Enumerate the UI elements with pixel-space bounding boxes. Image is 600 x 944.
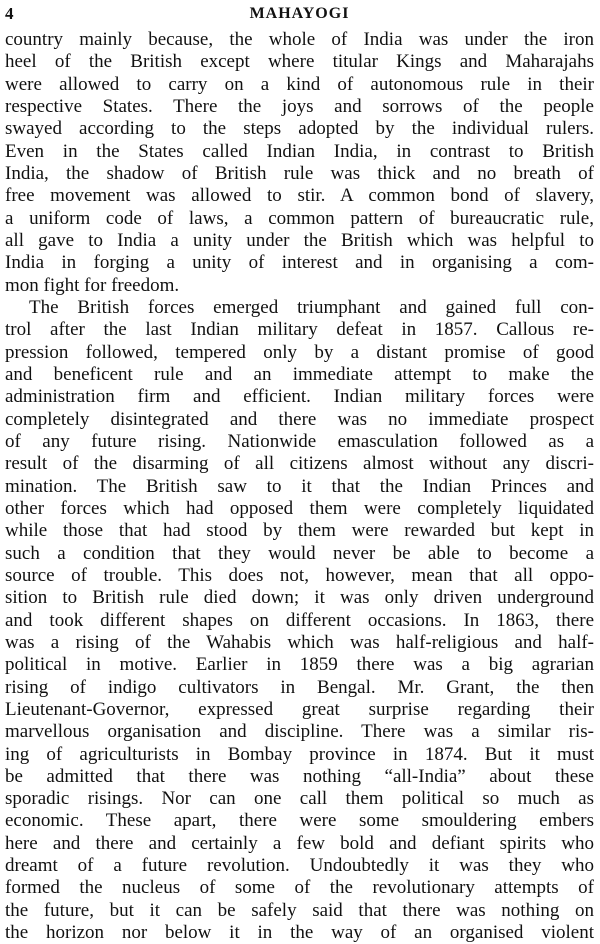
text-line: swayed according to the steps adopted by the individual rulers. bbox=[5, 118, 594, 140]
text-line: trol after the last Indian military defeat in 1857. Callous re- bbox=[5, 319, 594, 341]
text-line: marvellous organisation and discipline. There was a similar ris- bbox=[5, 721, 594, 743]
text-line: administration firm and efficient. Indian military forces were bbox=[5, 386, 594, 408]
text-line: completely disintegrated and there was no immediate prospect bbox=[5, 408, 594, 430]
text-line: of any future rising. Nationwide emasculation followed as a bbox=[5, 430, 594, 452]
text-line: source of trouble. This does not, however, mean that all oppo- bbox=[5, 564, 594, 586]
text-line: sporadic risings. Nor can one call them political so much as bbox=[5, 788, 594, 810]
text-line: be admitted that there was nothing “all-India” about these bbox=[5, 765, 594, 787]
text-line: country mainly because, the whole of India was under the iron bbox=[5, 29, 594, 50]
text-line: dreamt of a future revolution. Undoubtedly it was they who bbox=[5, 855, 594, 877]
text-line: result of the disarming of all citizens almost without any discri- bbox=[5, 453, 594, 475]
page-number: 4 bbox=[5, 4, 14, 23]
text-line: and beneficent rule and an immediate attempt to make the bbox=[5, 363, 594, 385]
text-line: economic. These apart, there were some smouldering embers bbox=[5, 810, 594, 832]
text-line: all gave to India a unity under the British which was helpful to bbox=[5, 229, 594, 251]
text-line: Lieutenant-Governor, expressed great surprise regarding their bbox=[5, 698, 594, 720]
text-line: India, the shadow of British rule was thick and no breath of bbox=[5, 162, 594, 184]
text-line: rising of indigo cultivators in Bengal. Mr. Grant, the then bbox=[5, 676, 594, 698]
text-line: sition to British rule died down; it was only driven underground bbox=[5, 587, 594, 609]
running-title: MAHAYOGI bbox=[249, 5, 350, 22]
text-line: Even in the States called Indian India, in contrast to British bbox=[5, 140, 594, 162]
body-text bbox=[5, 29, 594, 944]
text-line: ing of agriculturists in Bombay province in 1874. But it must bbox=[5, 743, 594, 765]
text-line: was a rising of the Wahabis which was half-religious and half- bbox=[5, 631, 594, 653]
text-line: here and there and certainly a few bold and defiant spirits who bbox=[5, 832, 594, 854]
text-line: a uniform code of laws, a common pattern of bureaucratic rule, bbox=[5, 207, 594, 229]
page-header bbox=[5, 3, 594, 29]
text-line: heel of the British except where titular Kings and Maharajahs bbox=[5, 51, 594, 73]
paragraph-start-line: The British forces emerged triumphant and gained full con- bbox=[29, 296, 594, 318]
text-line: were allowed to carry on a kind of autonomous rule in their bbox=[5, 73, 594, 95]
text-line: mination. The British saw to it that the Indian Princes and bbox=[5, 475, 594, 497]
text-line: and took different shapes on different occasions. In 1863, there bbox=[5, 609, 594, 631]
text-line: pression followed, tempered only by a distant promise of good bbox=[5, 341, 594, 363]
text-line: political in motive. Earlier in 1859 there was a big agrarian bbox=[5, 654, 594, 676]
text-line: formed the nucleus of some of the revolutionary attempts of bbox=[5, 877, 594, 899]
text-line: India in forging a unity of interest and in organising a com- bbox=[5, 252, 594, 274]
text-line: the horizon nor below it in the way of an organised violent bbox=[5, 922, 594, 944]
text-line: other forces which had opposed them were completely liquidated bbox=[5, 497, 594, 519]
text-line: free movement was allowed to stir. A common bond of slavery, bbox=[5, 185, 594, 207]
text-line: such a condition that they would never be able to become a bbox=[5, 542, 594, 564]
text-line: while those that had stood by them were rewarded but kept in bbox=[5, 520, 594, 542]
text-line: respective States. There the joys and sorrows of the people bbox=[5, 95, 594, 117]
text-line: the future, but it can be safely said that there was nothing on bbox=[5, 899, 594, 921]
paragraph-end-line: mon fight for freedom. bbox=[5, 274, 180, 296]
